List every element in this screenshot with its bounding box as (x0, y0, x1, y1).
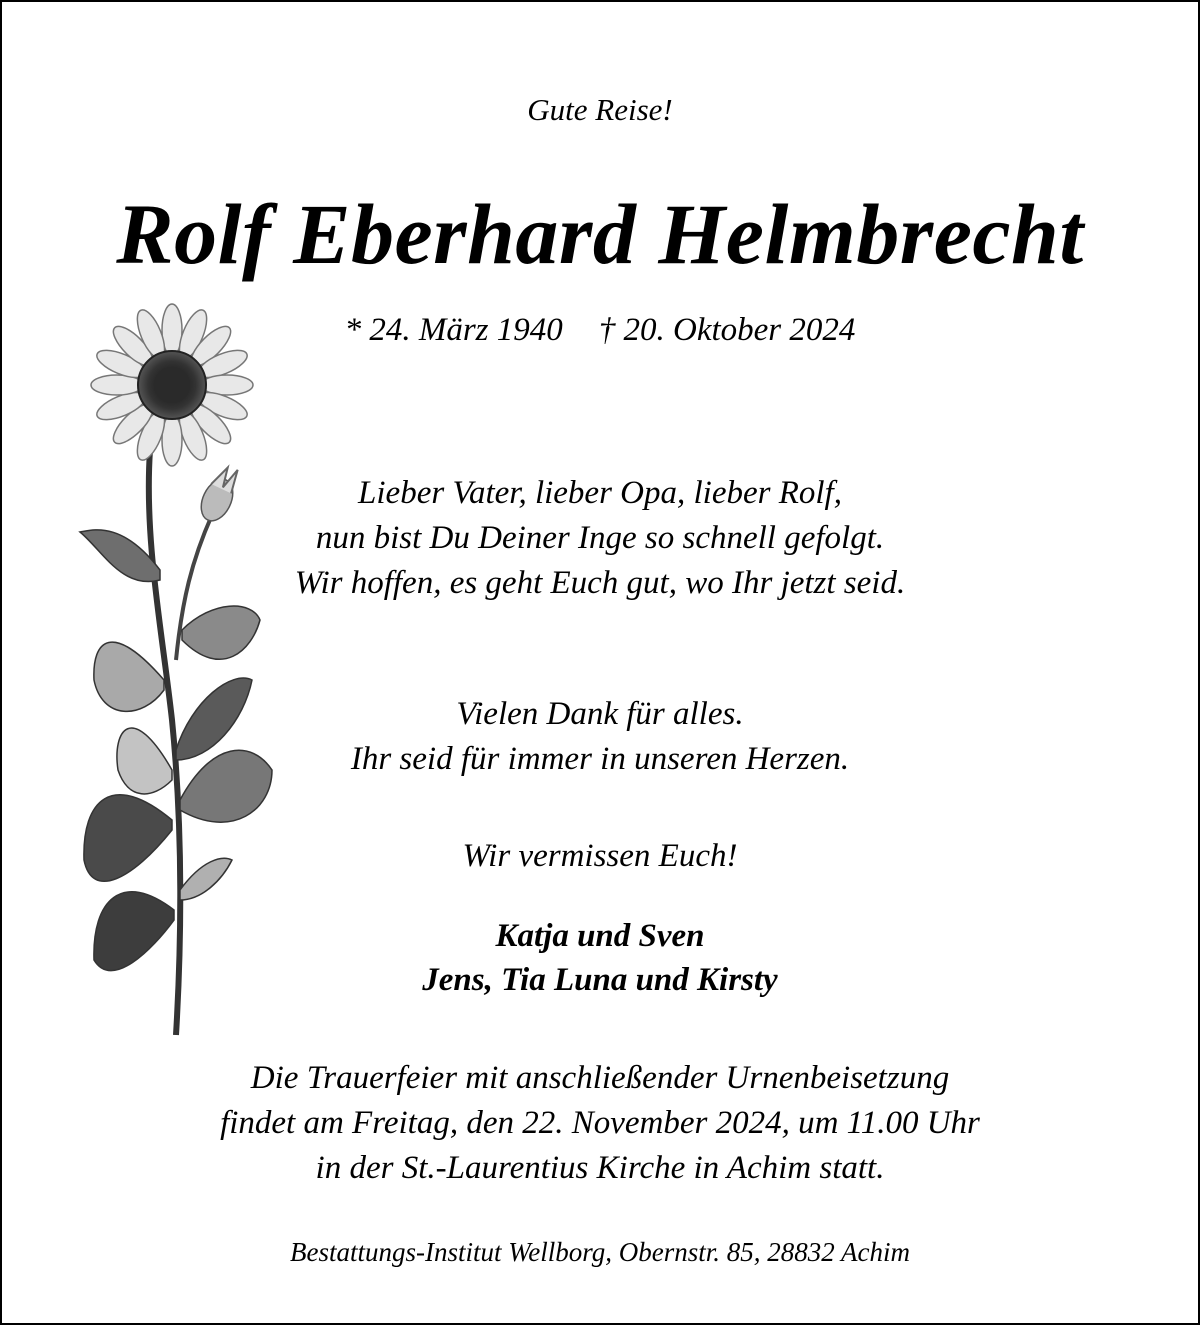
service-line: Die Trauerfeier mit anschließender Urnenbeisetzung (250, 1060, 950, 1096)
birth-date: * 24. März 1940 (344, 312, 563, 348)
poem-line: nun bist Du Deiner Inge so schnell gefolgt. (315, 520, 885, 556)
poem-line: Lieber Vater, lieber Opa, lieber Rolf, (358, 475, 842, 511)
life-dates (2, 312, 1198, 349)
greeting: Gute Reise! (527, 92, 673, 127)
poem-line: Wir hoffen, es geht Euch gut, wo Ihr jetzt seid. (294, 565, 906, 601)
signer-line: Katja und Sven (495, 918, 705, 954)
miss-line: Wir vermissen Euch! (462, 838, 738, 874)
service-line: findet am Freitag, den 22. November 2024, um 11.00 Uhr (220, 1105, 980, 1141)
funeral-home: Bestattungs-Institut Wellborg, Obernstr. 85, 28832 Achim (290, 1237, 910, 1267)
poem-line: Ihr seid für immer in unseren Herzen. (350, 741, 850, 777)
signers (2, 914, 1198, 1002)
deceased-name: Rolf Eberhard Helmbrecht (116, 186, 1084, 282)
poem-line: Vielen Dank für alles. (456, 696, 744, 732)
signer-line: Jens, Tia Luna und Kirsty (422, 962, 778, 998)
service-info (2, 1056, 1198, 1191)
poem-stanza-2 (2, 692, 1198, 782)
service-line: in der St.-Laurentius Kirche in Achim statt. (315, 1150, 885, 1186)
death-date: † 20. Oktober 2024 (598, 312, 856, 348)
poem-stanza-1 (2, 471, 1198, 606)
